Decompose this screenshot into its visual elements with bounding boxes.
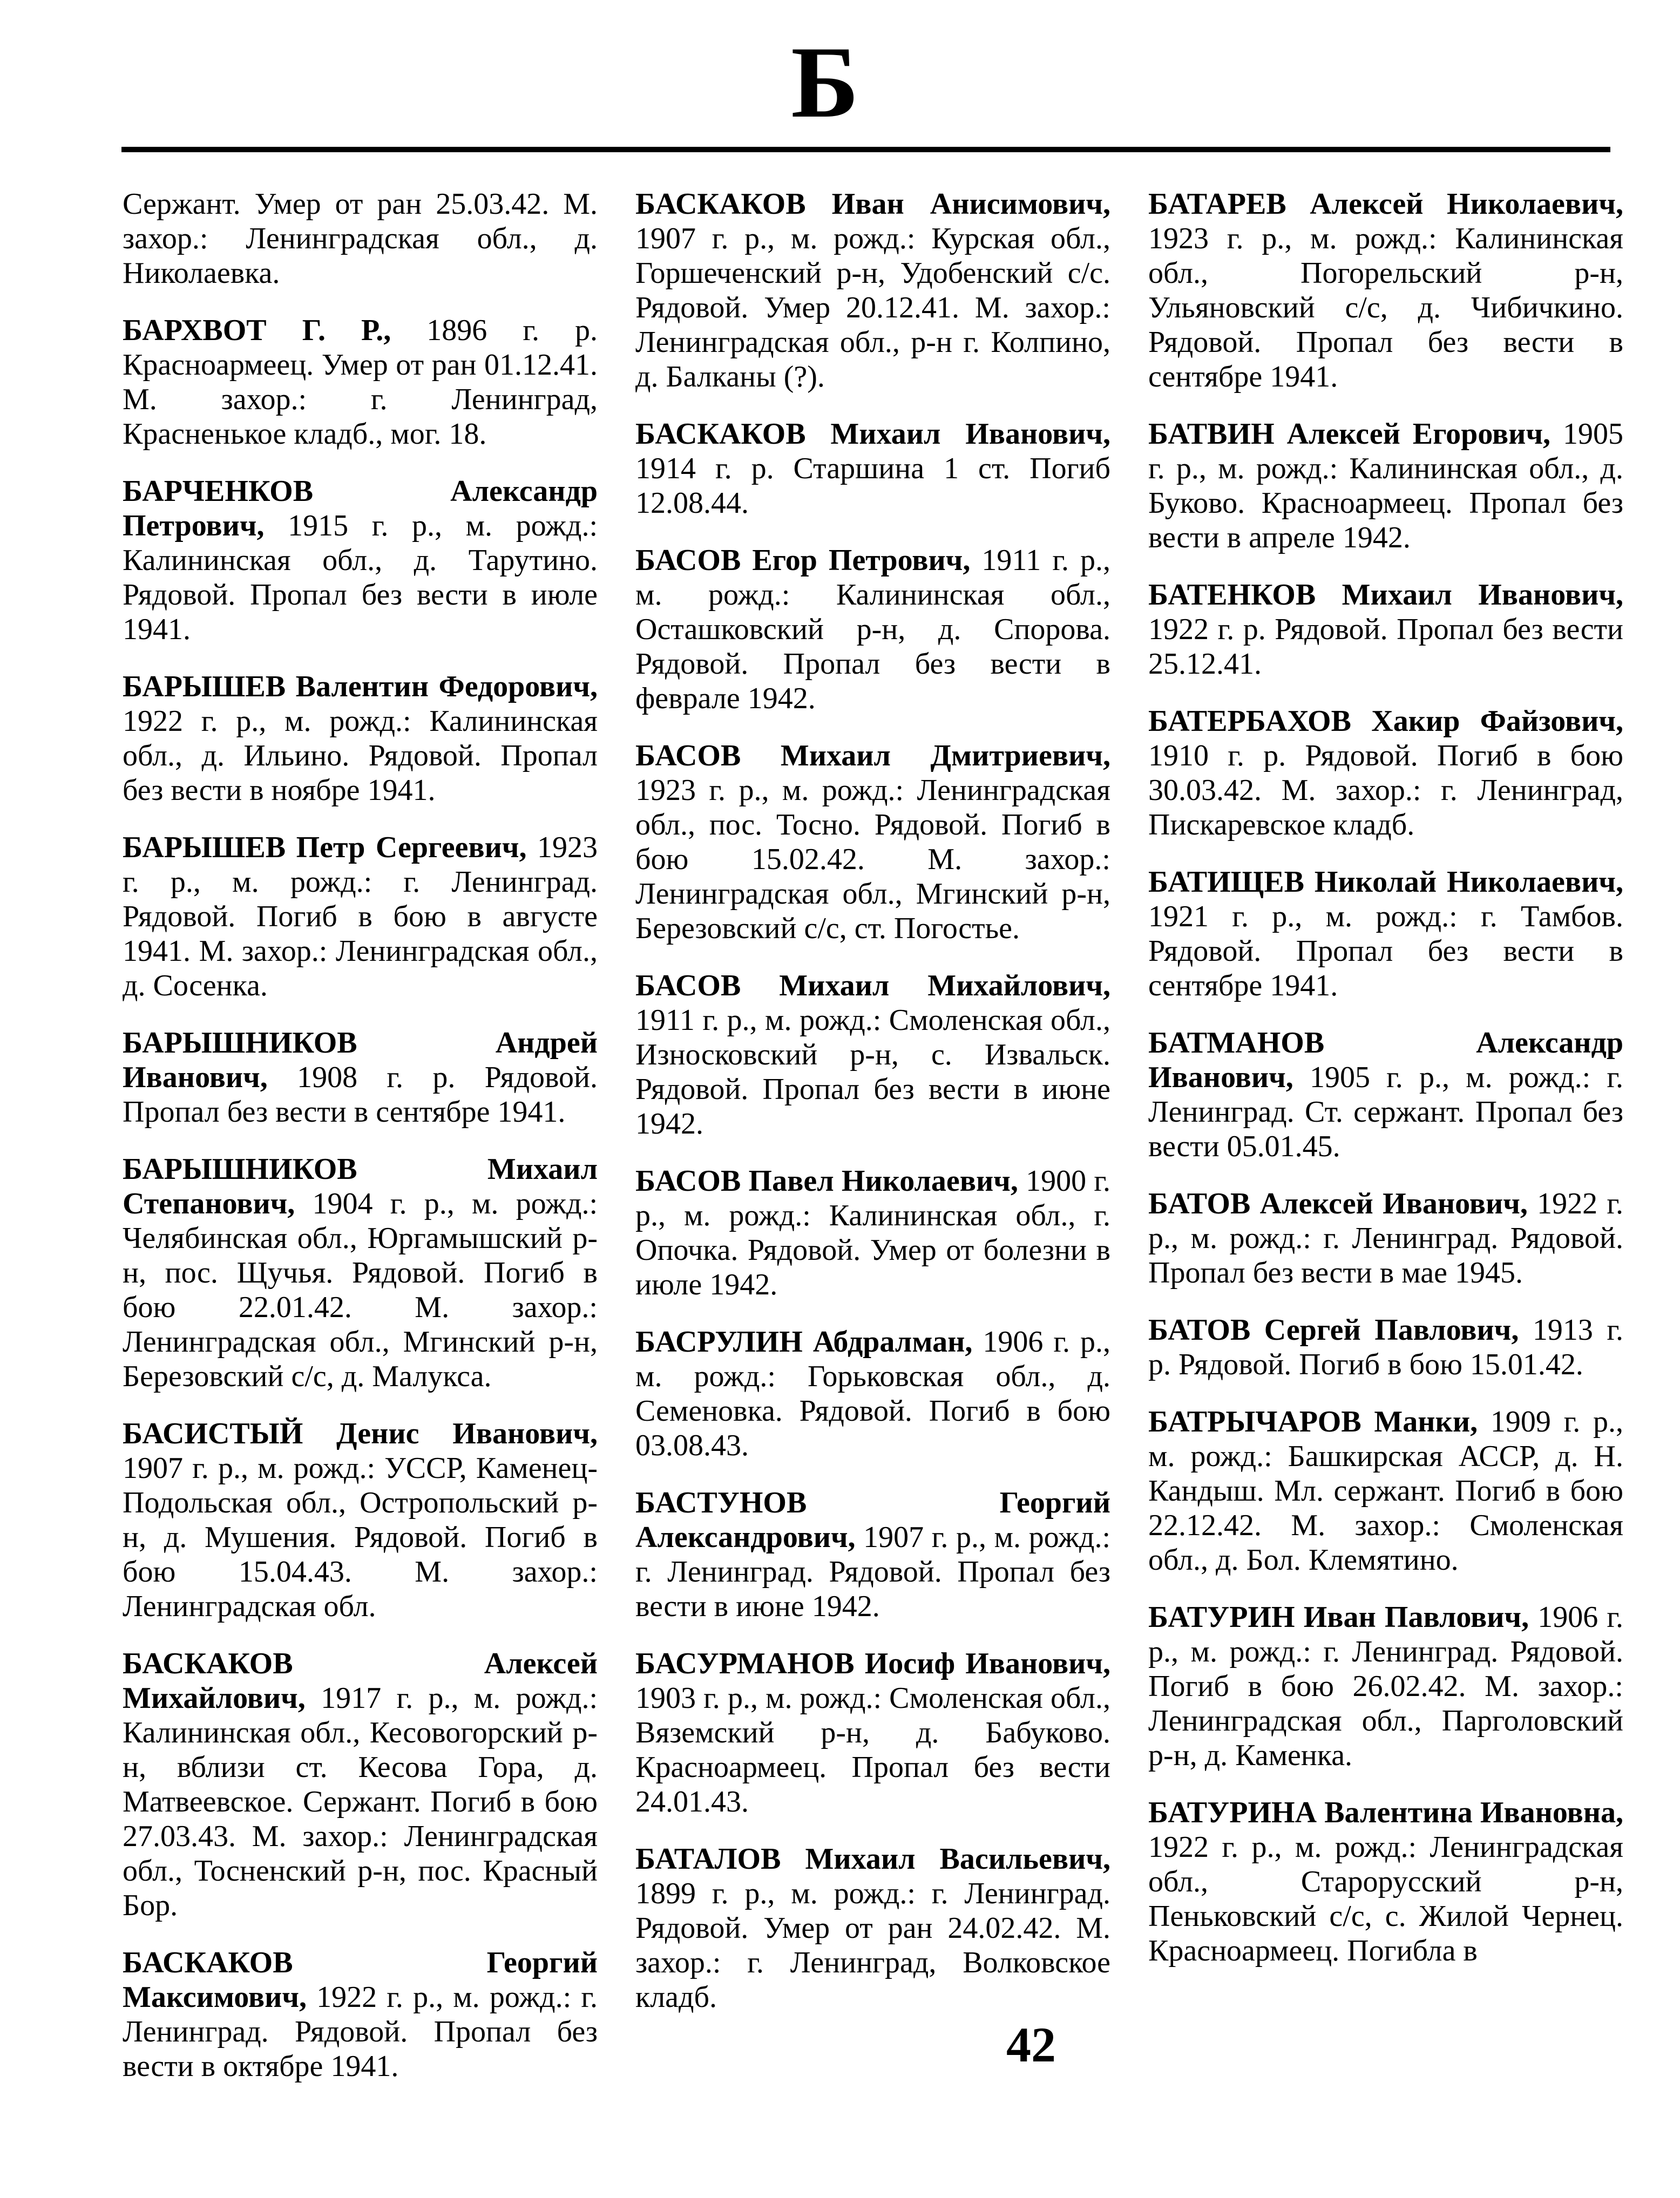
memorial-entry: БАРЫШНИКОВ Андрей Иванович, 1908 г. р. Рядовой. Пропал без вести в сентябре 1941.	[123, 1026, 598, 1129]
memorial-entry: БАСОВ Павел Николаевич, 1900 г. р., м. рожд.: Калининская обл., г. Опочка. Рядовой. Умер от болезни в июле 1942.	[635, 1164, 1110, 1301]
entry-name: БАТОВ Сергей Павлович,	[1148, 1313, 1519, 1347]
entry-name: БАРЫШНИКОВ Михаил Степанович,	[123, 1152, 598, 1220]
entry-name: БАСОВ Михаил Дмитриевич,	[635, 739, 1110, 772]
memorial-entry: БАТЕНКОВ Михаил Иванович, 1922 г. р. Рядовой. Пропал без вести 25.12.41.	[1148, 578, 1623, 681]
memorial-entry: БАТМАНОВ Александр Иванович, 1905 г. р., м. рожд.: г. Ленинград. Ст. сержант. Пропал без вести 05.01.45.	[1148, 1026, 1623, 1163]
column-2	[635, 187, 1110, 2014]
section-letter-heading: Б	[791, 26, 859, 139]
entry-name: БАТУРИН Иван Павлович,	[1148, 1600, 1529, 1634]
memorial-entry: БАТУРИНА Валентина Ивановна, 1922 г. р., м. рожд.: Ленинградская обл., Старорусский р-н, Пеньковский с/с, с. Жилой Чернец. Красноармеец. Погибла в	[1148, 1796, 1623, 1968]
entry-name: БАТОВ Алексей Иванович,	[1148, 1187, 1528, 1220]
entry-name: БАТУРИНА Валентина Ивановна,	[1148, 1796, 1623, 1829]
memorial-entry: БАРЫШЕВ Валентин Федорович, 1922 г. р., м. рожд.: Калининская обл., д. Ильино. Рядовой. Пропал без вести в ноябре 1941.	[123, 670, 598, 807]
entry-name: БАРЫШЕВ Петр Сергеевич,	[123, 831, 527, 864]
memorial-entry: БАСОВ Михаил Дмитриевич, 1923 г. р., м. рожд.: Ленинградская обл., пос. Тосно. Рядовой. Погиб в бою 15.02.42. М. захор.: Ленинградская обл., Мгинский р-н, Березовский с/с, ст. Погостье.	[635, 739, 1110, 945]
memorial-entry: БАРЧЕНКОВ Александр Петрович, 1915 г. р., м. рожд.: Калининская обл., д. Тарутино. Рядовой. Пропал без вести в июле 1941.	[123, 474, 598, 646]
memorial-entry: БАСРУЛИН Абдралман, 1906 г. р., м. рожд.: Горьковская обл., д. Семеновка. Рядовой. Погиб в бою 03.08.43.	[635, 1325, 1110, 1462]
memorial-entry: БАРЫШЕВ Петр Сергеевич, 1923 г. р., м. рожд.: г. Ленинград. Рядовой. Погиб в бою в августе 1941. М. захор.: Ленинградская обл., д. Сосенка.	[123, 831, 598, 1002]
entry-name: БАСТУНОВ Георгий Александрович,	[635, 1486, 1110, 1554]
entry-name: БАСИСТЫЙ Денис Иванович,	[123, 1417, 598, 1450]
memorial-entry: БАСОВ Егор Петрович, 1911 г. р., м. рожд.: Калининская обл., Осташковский р-н, д. Спорова. Рядовой. Пропал без вести в феврале 1942.	[635, 544, 1110, 715]
memorial-entry: БАТУРИН Иван Павлович, 1906 г. р., м. рожд.: г. Ленинград. Рядовой. Погиб в бою 26.02.42. М. захор.: Ленинградская обл., Парголовский р-н, д. Каменка.	[1148, 1600, 1623, 1772]
memorial-entry: БАТРЫЧАРОВ Манки, 1909 г. р., м. рожд.: Башкирская АССР, д. Н. Кандыш. Мл. сержант. Погиб в бою 22.12.42. М. захор.: Смоленская обл., д. Бол. Клемятино.	[1148, 1405, 1623, 1577]
memorial-entry: БАТИЩЕВ Николай Николаевич, 1921 г. р., м. рожд.: г. Тамбов. Рядовой. Пропал без вести в сентябре 1941.	[1148, 865, 1623, 1002]
page-number: 42	[1006, 2017, 1056, 2072]
entry-name: БАСОВ Павел Николаевич,	[635, 1164, 1018, 1198]
entry-name: БАРЧЕНКОВ Александр Петрович,	[123, 474, 598, 542]
memorial-entry-continuation: Сержант. Умер от ран 25.03.42. М. захор.: Ленинградская обл., д. Николаевка.	[123, 187, 598, 290]
column-3	[1148, 187, 1623, 1968]
entry-name: БАТАЛОВ Михаил Васильевич,	[635, 1842, 1110, 1876]
entry-name: БАТАРЕВ Алексей Николаевич,	[1148, 187, 1623, 221]
memorial-entry: БАСКАКОВ Георгий Максимович, 1922 г. р., м. рожд.: г. Ленинград. Рядовой. Пропал без вести в октябре 1941.	[123, 1946, 598, 2083]
memorial-entry: БАСКАКОВ Алексей Михайлович, 1917 г. р., м. рожд.: Калининская обл., Кесовогорский р-н, вблизи ст. Кесова Гора, д. Матвеевское. Сержант. Погиб в бою 27.03.43. М. захор.: Ленинградская обл., Тосненский р-н, пос. Красный Бор.	[123, 1647, 598, 1922]
entry-name: БАТМАНОВ Александр Иванович,	[1148, 1026, 1623, 1094]
entry-name: БАСУРМАНОВ Иосиф Иванович,	[635, 1647, 1110, 1680]
entry-name: БАСОВ Михаил Михайлович,	[635, 969, 1110, 1002]
entry-name: БАРЫШЕВ Валентин Федорович,	[123, 670, 598, 703]
memorial-entry: БАРХВОТ Г. Р., 1896 г. р. Красноармеец. Умер от ран 01.12.41. М. захор.: г. Ленинград, Красненькое кладб., мог. 18.	[123, 314, 598, 451]
memorial-entry: БАТОВ Сергей Павлович, 1913 г. р. Рядовой. Погиб в бою 15.01.42.	[1148, 1313, 1623, 1381]
entry-name: БАСКАКОВ Георгий Максимович,	[123, 1946, 598, 2014]
entries-columns	[123, 187, 1634, 2084]
memorial-entry: БАТАРЕВ Алексей Николаевич, 1923 г. р., м. рожд.: Калининская обл., Погорельский р-н, Ульяновский с/с, д. Чибичкино. Рядовой. Пропал без вести в сентябре 1941.	[1148, 187, 1623, 394]
entry-name: БАСРУЛИН Абдралман,	[635, 1325, 973, 1359]
memorial-entry: БАСИСТЫЙ Денис Иванович, 1907 г. р., м. рожд.: УССР, Каменец-Подольская обл., Остропольский р-н, д. Мушения. Рядовой. Погиб в бою 15.04.43. М. захор.: Ленинградская обл.	[123, 1417, 598, 1623]
entry-name: БАТВИН Алексей Егорович,	[1148, 417, 1551, 451]
memorial-entry: БАРЫШНИКОВ Михаил Степанович, 1904 г. р., м. рожд.: Челябинская обл., Юргамышский р-н, пос. Щучья. Рядовой. Погиб в бою 22.01.42. М. захор.: Ленинградская обл., Мгинский р-н, Березовский с/с, д. Малукса.	[123, 1152, 598, 1393]
entry-name: БАТРЫЧАРОВ Манки,	[1148, 1405, 1478, 1439]
memorial-entry: БАСКАКОВ Иван Анисимович, 1907 г. р., м. рожд.: Курская обл., Горшеченский р-н, Удобенский с/с. Рядовой. Умер 20.12.41. М. захор.: Ленинградская обл., р-н г. Колпино, д. Балканы (?).	[635, 187, 1110, 394]
memorial-entry: БАТВИН Алексей Егорович, 1905 г. р., м. рожд.: Калининская обл., д. Буково. Красноармеец. Пропал без вести в апреле 1942.	[1148, 417, 1623, 554]
entry-name: БАТЕНКОВ Михаил Иванович,	[1148, 578, 1623, 612]
entry-name: БАТИЩЕВ Николай Николаевич,	[1148, 865, 1623, 899]
memorial-entry: БАТЕРБАХОВ Хакир Файзович, 1910 г. р. Рядовой. Погиб в бою 30.03.42. М. захор.: г. Ленинград, Пискаревское кладб.	[1148, 704, 1623, 842]
header-rule-divider	[121, 147, 1610, 152]
column-1	[123, 187, 598, 2084]
memorial-entry: БАСУРМАНОВ Иосиф Иванович, 1903 г. р., м. рожд.: Смоленская обл., Вяземский р-н, д. Бабуково. Красноармеец. Пропал без вести 24.01.43.	[635, 1647, 1110, 1819]
entry-name: БАСКАКОВ Иван Анисимович,	[635, 187, 1110, 221]
memorial-entry: БАТАЛОВ Михаил Васильевич, 1899 г. р., м. рожд.: г. Ленинград. Рядовой. Умер от ран 24.02.42. М. захор.: г. Ленинград, Волковское кладб.	[635, 1842, 1110, 2014]
entry-name: БАРХВОТ Г. Р.,	[123, 314, 391, 347]
memorial-entry: БАСОВ Михаил Михайлович, 1911 г. р., м. рожд.: Смоленская обл., Износковский р-н, с. Извальск. Рядовой. Пропал без вести в июне 1942.	[635, 969, 1110, 1141]
memorial-entry: БАСТУНОВ Георгий Александрович, 1907 г. р., м. рожд.: г. Ленинград. Рядовой. Пропал без вести в июне 1942.	[635, 1486, 1110, 1623]
entry-name: БАСКАКОВ Алексей Михайлович,	[123, 1647, 598, 1715]
entry-name: БАСОВ Егор Петрович,	[635, 544, 971, 577]
memorial-entry: БАСКАКОВ Михаил Иванович, 1914 г. р. Старшина 1 ст. Погиб 12.08.44.	[635, 417, 1110, 520]
entry-name: БАСКАКОВ Михаил Иванович,	[635, 417, 1110, 451]
memorial-entry: БАТОВ Алексей Иванович, 1922 г. р., м. рожд.: г. Ленинград. Рядовой. Пропал без вести в мае 1945.	[1148, 1187, 1623, 1290]
entry-name: БАТЕРБАХОВ Хакир Файзович,	[1148, 704, 1623, 738]
entry-name: БАРЫШНИКОВ Андрей Иванович,	[123, 1026, 598, 1094]
